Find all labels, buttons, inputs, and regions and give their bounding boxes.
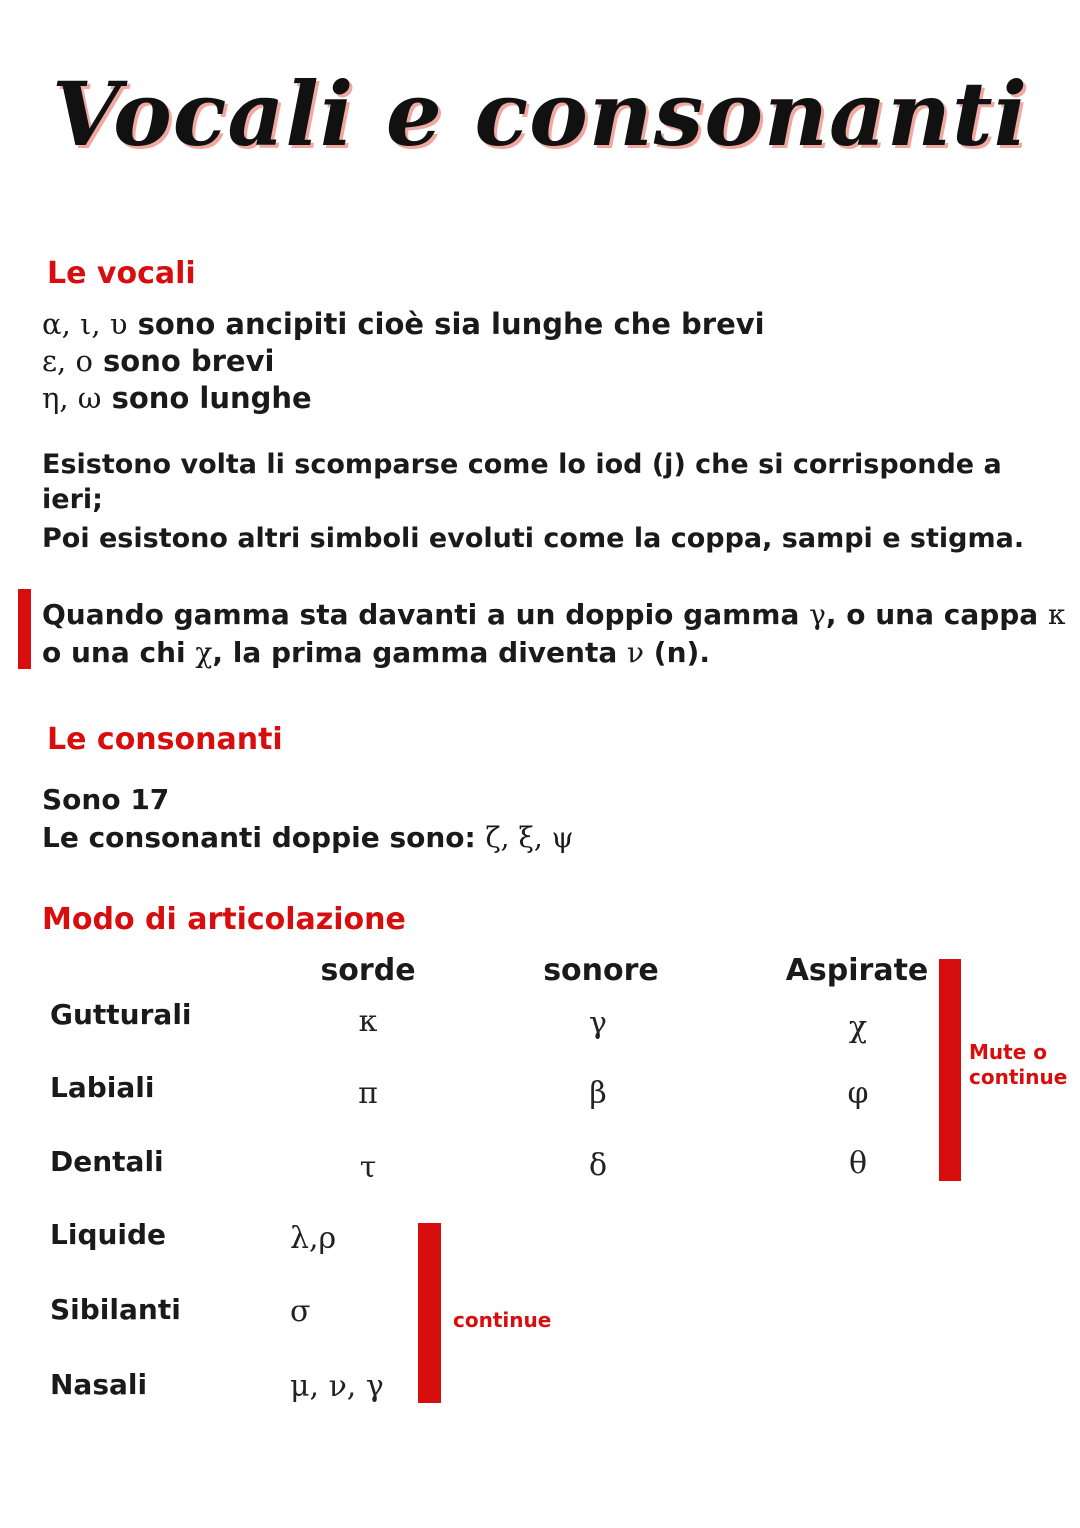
cell-labiali-sonore: β <box>589 1076 607 1111</box>
row-label-liquide: Liquide <box>50 1218 167 1251</box>
column-header-sorde: sorde <box>320 953 416 988</box>
greek-nu: ν <box>627 636 645 669</box>
row-label-dentali: Dentali <box>50 1145 164 1178</box>
line-text: sono brevi <box>92 344 275 378</box>
greek-letters: α, ι, υ <box>42 307 128 341</box>
consonanti-doppie <box>42 819 574 856</box>
note-text: (n). <box>644 636 710 669</box>
cell-labiali-sorde: π <box>358 1076 378 1111</box>
note-text: , la prima gamma diventa <box>212 636 628 669</box>
cell-dentali-sonore: δ <box>588 1148 608 1183</box>
note-text: Quando gamma sta davanti a un doppio gamma <box>42 598 810 631</box>
line-text: sono ancipiti cioè sia lunghe che brevi <box>127 307 765 341</box>
paragraph-iod-line-1: Esistono volta li scomparse come lo iod (j) che si corrisponde a <box>42 449 1002 480</box>
page-title: Vocali e consonanti <box>51 62 1029 166</box>
greek-letters: η, ω <box>42 381 102 415</box>
cell-gutturali-sorde: κ <box>358 1004 378 1039</box>
section-heading-vocali: Le vocali <box>47 256 196 291</box>
consonanti-count: Sono 17 <box>42 783 170 816</box>
vocali-line-3 <box>42 380 312 417</box>
mute-note-line-2: continue <box>969 1065 1068 1089</box>
note-text: , o una cappa <box>825 598 1048 631</box>
section-heading-consonanti: Le consonanti <box>47 722 283 757</box>
greek-letters: ε, ο <box>42 344 93 378</box>
row-label-sibilanti: Sibilanti <box>50 1293 181 1326</box>
gamma-note-line-1 <box>42 596 1065 633</box>
line-text: sono lunghe <box>101 381 312 415</box>
cell-labiali-aspirate: φ <box>847 1076 869 1111</box>
mute-bracket-bar <box>939 959 961 1181</box>
cell-nasali-letters: μ, ν, γ <box>290 1369 384 1404</box>
doppie-letters: ζ, ξ, ψ <box>485 821 574 854</box>
vocali-line-1 <box>42 306 765 343</box>
note-accent-bar <box>18 589 31 669</box>
cell-sibilanti-letters: σ <box>290 1294 311 1329</box>
note-text: o una chi <box>42 636 196 669</box>
cell-gutturali-sonore: γ <box>589 1006 607 1041</box>
vocali-line-2 <box>42 343 274 380</box>
mute-note <box>969 1040 1067 1090</box>
column-header-aspirate: Aspirate <box>785 953 929 988</box>
mute-note-line-1: Mute o <box>969 1040 1047 1064</box>
greek-kappa: κ <box>1047 598 1066 631</box>
continue-note: continue <box>453 1308 552 1332</box>
paragraph-iod-line-2: ieri; <box>42 484 103 515</box>
row-label-labiali: Labiali <box>50 1071 155 1104</box>
cell-dentali-aspirate: θ <box>848 1146 868 1181</box>
greek-gamma: γ <box>809 598 826 631</box>
continue-bracket-bar <box>418 1223 441 1403</box>
cell-dentali-sorde: τ <box>359 1150 377 1185</box>
doppie-label: Le consonanti doppie sono: <box>42 821 486 854</box>
row-label-gutturali: Gutturali <box>50 998 192 1031</box>
row-label-nasali: Nasali <box>50 1368 148 1401</box>
greek-chi: χ <box>195 636 213 669</box>
gamma-note-line-2 <box>42 634 710 671</box>
column-header-sonore: sonore <box>543 953 659 988</box>
cell-gutturali-aspirate: χ <box>848 1010 868 1045</box>
paragraph-simboli: Poi esistono altri simboli evoluti come la coppa, sampi e stigma. <box>42 523 1025 554</box>
section-heading-articolazione: Modo di articolazione <box>42 902 406 937</box>
cell-liquide-letters: λ,ρ <box>290 1221 337 1256</box>
